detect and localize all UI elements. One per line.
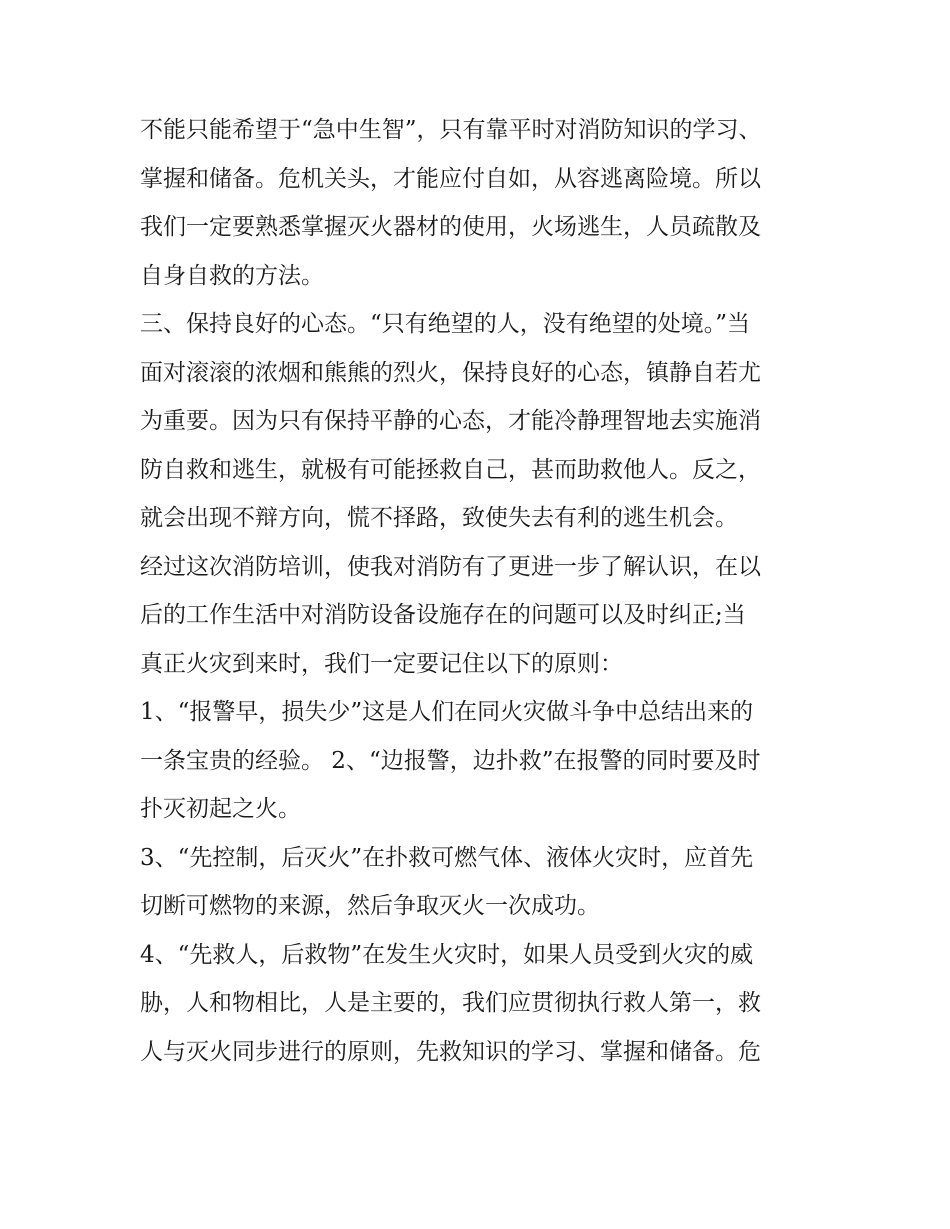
text-line-8: 防自救和逃生，就极有可能拯救自己，甚而助救他人。反之， [140,456,761,483]
text-line-20: 人与灭火同步进行的原则，先救知识的学习、掌握和储备。危 [140,1038,761,1065]
text-line-5: 三、保持良好的心态。“只有绝望的人，没有绝望的处境。”当 [140,311,751,337]
text-line-13: 1、“报警早，损失少”这是人们在同火灾做斗争中总结出来的 [140,699,754,725]
text-line-16: 3、“先控制，后灭火”在扑救可燃气体、液体火灾时，应首先 [140,844,754,871]
text-line-7: 为重要。因为只有保持平静的心态，才能冷静理智地去实施消 [140,408,761,434]
text-line-19: 胁，人和物相比，人是主要的，我们应贯彻执行救人第一，救 [140,990,761,1016]
text-line-4: 自身自救的方法。 [140,262,324,289]
text-line-2: 掌握和储备。危机关头，才能应付自如，从容逃离险境。所以 [140,165,761,192]
text-line-10: 经过这次消防培训，使我对消防有了更进一步了解认识，在以 [140,553,761,580]
text-line-3: 我们一定要熟悉掌握灭火器材的使用，火场逃生，人员疏散及 [140,214,761,240]
text-line-9: 就会出现不辩方向，慌不择路，致使失去有利的逃生机会。 [140,505,738,531]
document-body [140,106,820,1076]
text-line-15: 扑灭初起之火。 [140,796,301,822]
text-line-18: 4、“先救人，后救物”在发生火灾时，如果人员受到火灾的威 [140,941,754,968]
text-line-11: 后的工作生活中对消防设备设施存在的问题可以及时纠正;当 [140,602,746,628]
text-line-6: 面对滚滚的浓烟和熊熊的烈火，保持良好的心态，镇静自若尤 [140,359,761,386]
text-line-12: 真正火灾到来时，我们一定要记住以下的原则： [140,650,623,677]
text-line-1: 不能只能希望于“急中生智”，只有靠平时对消防知识的学习、 [140,117,762,143]
text-line-14: 一条宝贵的经验。 2、“边报警，边扑救”在报警的同时要及时 [140,747,761,774]
text-line-17: 切断可燃物的来源，然后争取灭火一次成功。 [140,893,600,919]
